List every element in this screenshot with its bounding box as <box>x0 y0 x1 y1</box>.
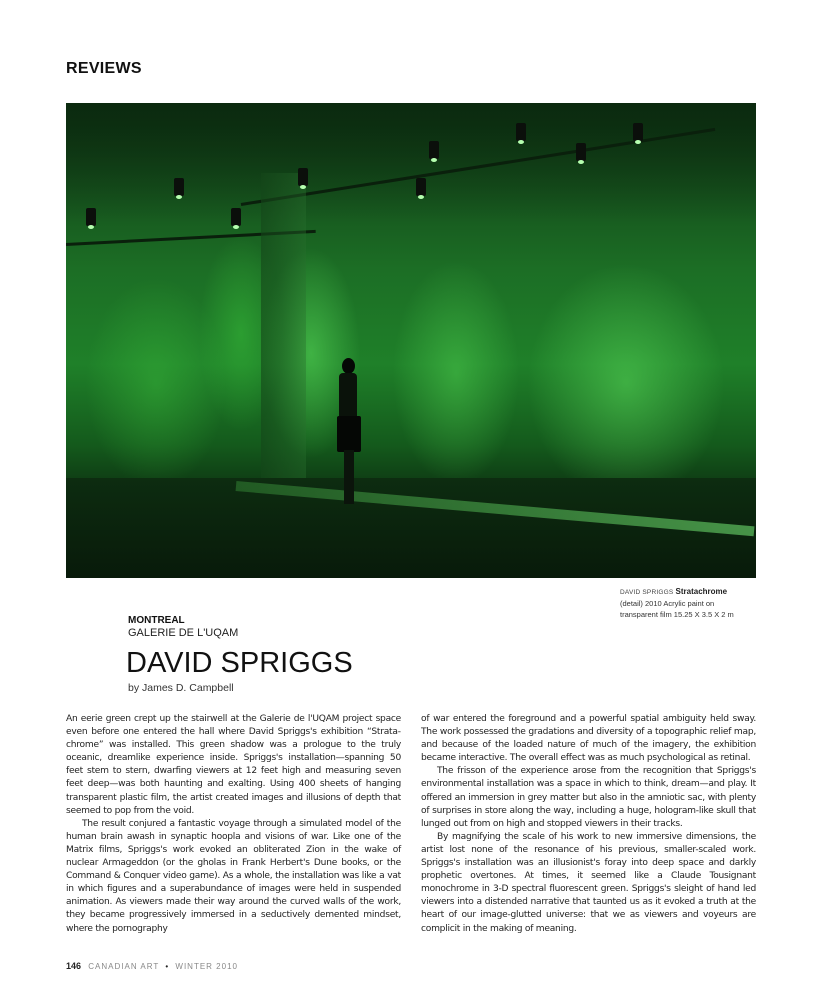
caption-artist: DAVID SPRIGGS <box>620 589 674 596</box>
paragraph: By magnifying the scale of his work to new immersive dimensions, the artist lost none of the resonance of his previous, smaller-scaled work. Spriggs's installation was an illusionist's foray into deep space and darkly prophetic overtones. At times, it seemed like a Claude Tousignant monochrome in 3-D spectral fluorescent green. Spriggs's sleight of hand led viewers into a distended narrative that taunted us as it evoked a truth at the heart of our image-glutted universe: that we as viewers and voyeurs are complicit in the making of meaning. <box>421 831 756 934</box>
spotlight-icon <box>86 208 96 226</box>
spotlight-icon <box>516 123 526 141</box>
caption-work-title: Stratachrome <box>675 587 728 596</box>
paragraph: An eerie green crept up the stairwell at the Galerie de l'UQAM project space even before one entered the hall where David Spriggs's exhibition “Stratachrome” was installed. This green shadow was a prologue to the truly oceanic, dreamlike experience inside. Spriggs's installation—spanning 50 feet stem to stern, dwarfing viewers at 12 feet high and measuring seven feet deep—was both haunting and exalting. Using 400 sheets of hanging transparent plastic film, the artist created images and illusions of depth that seemed to pop from the void. <box>66 714 401 816</box>
ceiling <box>66 103 756 223</box>
installation-photo <box>66 103 756 578</box>
spotlight-icon <box>298 168 308 186</box>
caption-details: (detail) 2010 Acrylic paint on <box>620 599 715 608</box>
issue-date: WINTER 2010 <box>175 962 238 971</box>
byline: by James D. Campbell <box>128 682 234 694</box>
body-column-left <box>66 713 401 936</box>
article-title: DAVID SPRIGGS <box>126 647 353 679</box>
publication-name: CANADIAN ART <box>88 962 160 971</box>
paragraph: The result conjured a fantastic voyage through a simulated model of the human brain awash in synaptic hoopla and visions of war. Like one of the Matrix films, Spriggs's work evoked an obliterated Zion in the wake of nuclear Armageddon (or the gholas in Frank Herbert's Dune books, or the Command & Conquer video game). As a whole, the installation was like a vat in which figures and a superabundance of images were held in suspended animation. As viewers made their way around the curved walls of the work, they became progressively immersed in a seductively demented mindset, where the pornography <box>66 818 401 934</box>
page-number: 146 <box>66 961 82 971</box>
spotlight-icon <box>231 208 241 226</box>
page-footer <box>66 961 238 971</box>
spotlight-icon <box>633 123 643 141</box>
pillar <box>261 173 306 493</box>
photo-caption <box>620 586 800 620</box>
caption-dimensions: transparent film 15.25 X 3.5 X 2 m <box>620 610 734 619</box>
paragraph: The frisson of the experience arose from the recognition that Spriggs's environmental installation was a space in which to think, dream—and play. It offered an immersion in grey matter but also in the amniotic sac, with plenty of surprises in store along the way, including a huge, hologram-like skull that lunged out from on high and stopped viewers in their tracks. <box>421 766 756 829</box>
body-column-right <box>421 713 756 936</box>
spotlight-icon <box>416 178 426 196</box>
spotlight-icon <box>576 143 586 161</box>
separator: • <box>165 962 170 971</box>
review-city: MONTREAL <box>128 615 185 626</box>
spotlight-icon <box>429 141 439 159</box>
review-venue: GALERIE DE L'UQAM <box>128 627 239 639</box>
viewer-silhouette <box>334 358 364 506</box>
gallery-floor <box>66 478 756 578</box>
section-heading: REVIEWS <box>66 60 142 77</box>
spotlight-icon <box>174 178 184 196</box>
paragraph: of war entered the foreground and a powerful spatial ambiguity held sway. The work possessed the gradations and diversity of a topographic relief map, and because of the loaded nature of much of the imagery, the exhibition became interactive. The overall effect was as much psychological as retinal. <box>421 714 756 764</box>
